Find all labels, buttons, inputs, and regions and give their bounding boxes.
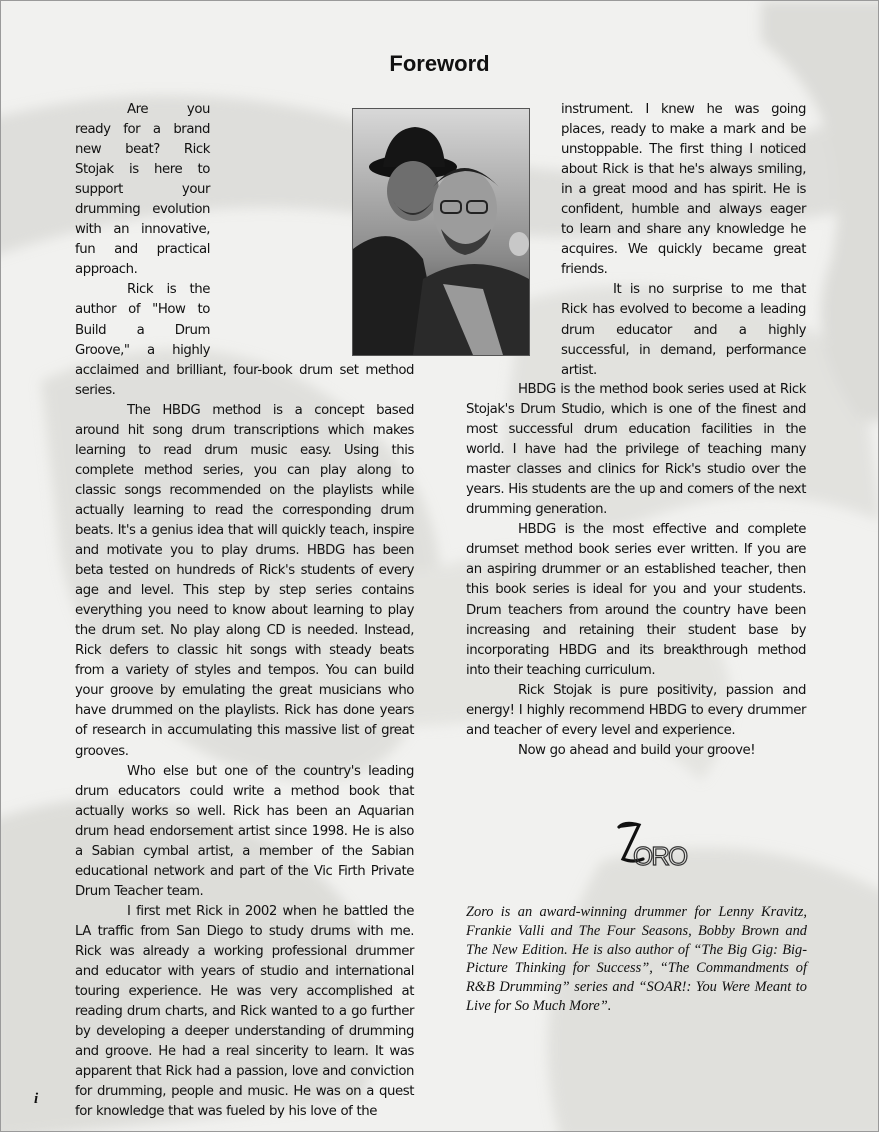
paragraph: HBDG is the most effective and complete drumset method book series ever written. If you are an aspiring drummer or an established teacher, then this book series is ideal for you and your students. Drum teachers from around the country have been increasing and retaining their student base by incorporating HBDG and its breakthrough method into their teaching curriculum. xyxy=(466,522,806,678)
paragraph: It is no surprise to me that Rick has evolved to become a leading drum educator and a highly successful, in demand, performance artist. xyxy=(561,282,806,378)
paragraph: I first met Rick in 2002 when he battled the LA traffic from San Diego to study drums with me. Rick was already a working professional drummer and educator with years of studio and international touring experience. He was very accomplished at reading drum charts, and Rick wanted to a go further by developing a deeper understanding of drumming and groove. He had a real sincerity to learn. It was apparent that Rick had a passion, love and conviction for drumming, people and music. He was on a quest for knowledge that was fueled by his love of the xyxy=(75,903,414,1120)
svg-text:ORO: ORO xyxy=(633,841,687,871)
paragraph: Rick Stojak is pure positivity, passion and energy! I highly recommend HBDG to every drummer and teacher of every level and experience. xyxy=(466,682,806,738)
author-photo xyxy=(352,108,530,356)
paragraph: Are you ready for a brand new beat? Rick Stojak is here to support your drumming evolution with an innovative, fun and practical approach. xyxy=(75,102,210,278)
zoro-signature-logo xyxy=(605,819,693,879)
page-number: i xyxy=(34,1091,39,1107)
page-title: Foreword xyxy=(389,51,490,76)
paragraph: Now go ahead and build your groove! xyxy=(518,742,756,758)
photo-image xyxy=(353,109,529,355)
paragraph: Rick is the author of "How to Build a Drum Groove," a highly acclaimed and brilliant, four-book drum set method series. xyxy=(75,282,414,398)
paragraph: HBDG is the method book series used at Rick Stojak's Drum Studio, which is one of the finest and most successful drum education facilities in the world. I have had the privilege of teaching many master classes and clinics for Rick's studio over the years. His students are the up and comers of the next drumming generation. xyxy=(466,382,806,518)
paragraph: The HBDG method is a concept based around hit song drum transcriptions which makes learning to read drum music easy. Using this complete method series, you can play along to classic songs recommended on the playlists while actually learning to read the corresponding drum beats. It's a genius idea that will quickly teach, inspire and motivate you to play drums. HBDG has been beta tested on hundreds of Rick's students of every age and level. This step by step series contains everything you need to know about learning to play the drum set. No play along CD is needed. Instead, Rick defers to classic hit songs with steady beats from a variety of styles and tempos. You can build your groove by emulating the great musicians who have drummed on the playlists. Rick has done years of research in accumulating this massive list of great grooves. xyxy=(75,402,414,759)
right-column-bottom xyxy=(466,380,806,761)
paragraph: Who else but one of the country's leading drum educators could write a method book that actually works so well. Rick has been an Aquarian drum head endorsement artist since 1998. He is also a Sabian cymbal artist, a member of the Sabian educational network and part of the Vic Firth Private Drum Teacher team. xyxy=(75,763,414,899)
paragraph: instrument. I knew he was going places, ready to make a mark and be unstoppable. The first thing I noticed about Rick is that he's always smiling, in a great mood and has spirit. He is confident, humble and always eager to learn and share any knowledge he acquires. We quickly became great friends. xyxy=(561,102,806,278)
author-bio: Zoro is an award-winning drummer for Lenny Kravitz, Frankie Valli and The Four Seasons, Bobby Brown and The New Edition. He is also author of “The Big Gig: Big-Picture Thinking for Success”, “The Commandments of R&B Drumming” series and “SOAR!: You Were Meant to Live for So Much More”. xyxy=(466,904,807,1014)
right-column-top xyxy=(561,100,806,381)
